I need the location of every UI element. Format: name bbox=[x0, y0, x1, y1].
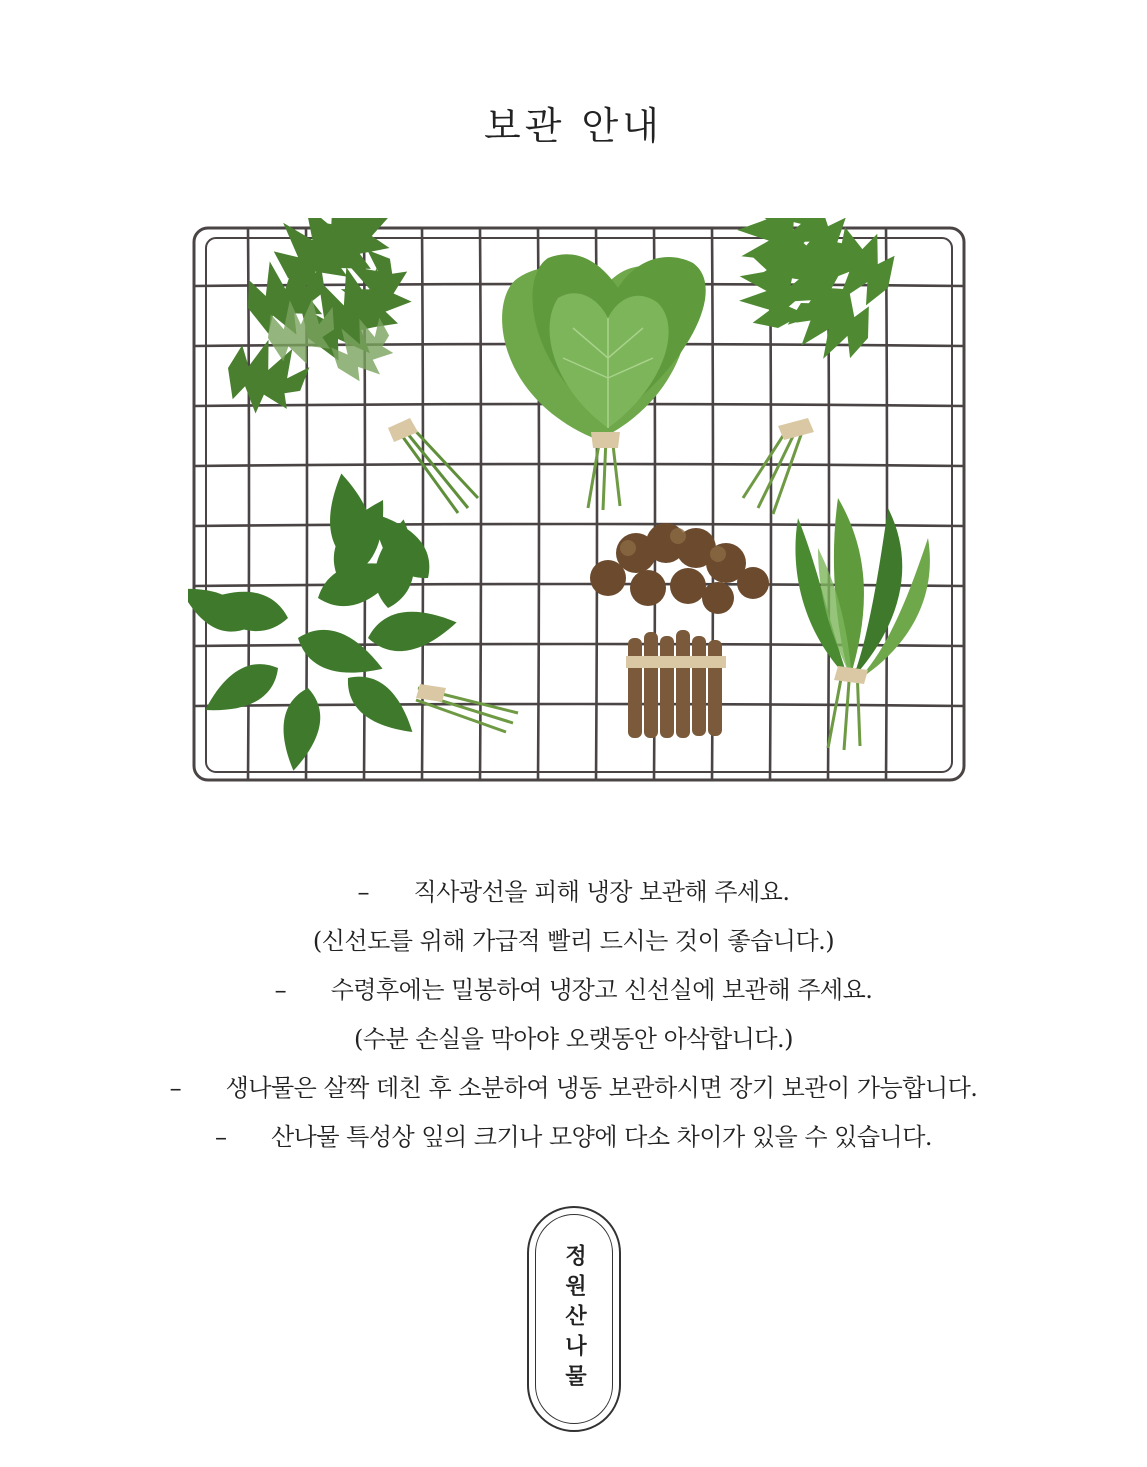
broad-leaf-bundle bbox=[502, 254, 706, 510]
brand-badge bbox=[527, 1206, 621, 1432]
feathery-green-bundle bbox=[725, 218, 908, 514]
brown-shoot-bundle bbox=[590, 523, 769, 738]
note-line bbox=[0, 966, 1147, 1015]
brand-name: 정원산나물 bbox=[561, 1244, 587, 1394]
note-dash: – bbox=[169, 1074, 182, 1102]
note-text: (신선도를 위해 가급적 빨리 드시는 것이 좋습니다.) bbox=[312, 927, 835, 955]
note-line bbox=[0, 868, 1147, 917]
note-text: 생나물은 살짝 데친 후 소분하여 냉동 보관하시면 장기 보관이 가능합니다. bbox=[225, 1074, 978, 1102]
note-text: 직사광선을 피해 냉장 보관해 주세요. bbox=[413, 878, 790, 906]
note-text: 수령후에는 밀봉하여 냉장고 신선실에 보관해 주세요. bbox=[330, 976, 873, 1004]
note-text: (수분 손실을 막아야 오랫동안 아삭합니다.) bbox=[354, 1025, 793, 1053]
note-line bbox=[0, 1113, 1147, 1162]
page-title: 보관 안내 bbox=[484, 104, 663, 148]
note-dash: – bbox=[274, 976, 287, 1004]
serrated-leaf-bundle bbox=[188, 470, 518, 774]
note-line bbox=[0, 917, 1147, 966]
storage-notes bbox=[0, 868, 1147, 1162]
note-dash: – bbox=[357, 878, 370, 906]
note-dash: – bbox=[214, 1123, 227, 1151]
note-line bbox=[0, 1015, 1147, 1064]
basket-greens-photo bbox=[188, 218, 972, 790]
mugwort-bundle bbox=[221, 218, 478, 513]
brand-badge-inner bbox=[535, 1214, 613, 1424]
long-leaf-bundle bbox=[795, 498, 929, 750]
note-text: 산나물 특성상 잎의 크기나 모양에 다소 차이가 있을 수 있습니다. bbox=[270, 1123, 933, 1151]
note-line bbox=[0, 1064, 1147, 1113]
